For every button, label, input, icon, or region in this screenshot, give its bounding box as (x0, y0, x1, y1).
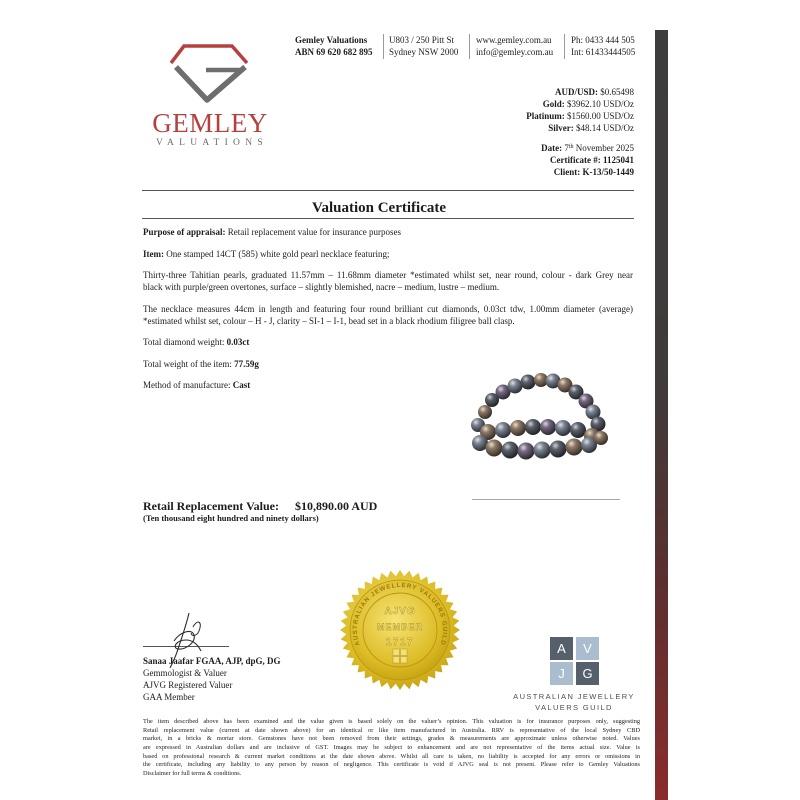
client-label: Client: (553, 167, 581, 177)
disclaimer-line: are expressed in Australian dollars and are inclusive of GST. Images may be subject to enhancement and are not representative of the items actual size. Value is (143, 743, 640, 751)
company-address (389, 34, 458, 58)
pearl (495, 422, 511, 438)
necklace-description (143, 303, 633, 327)
ajvg-logo-line-2: VALUERS GUILD (535, 703, 613, 712)
company-name: Gemley Valuations (295, 35, 368, 45)
pearl (521, 375, 536, 390)
pearl (566, 439, 583, 456)
pearl (525, 419, 541, 435)
photo-underline (472, 499, 620, 500)
item-value: One stamped 14CT (585) white gold pearl necklace featuring; (166, 249, 390, 259)
page-title: Valuation Certificate (312, 200, 447, 216)
retail-value-amount: $10,890.00 AUD (294, 499, 378, 513)
company-info (295, 34, 373, 58)
retail-value-words: (Ten thousand eight hundred and ninety dollars) (143, 513, 319, 523)
phone: Ph: 0433 444 505 (571, 35, 635, 45)
rate-label: AUD/USD: (554, 87, 598, 97)
company-abn: ABN 69 620 682 895 (295, 47, 373, 57)
paragraph-line: *estimated whilst set, colour – H - J, clarity – SI-1 – I-1, bead set in a black rhodium filigree ball clasp. (143, 316, 515, 326)
email: info@gemley.com.au (476, 47, 554, 57)
seal-ring-text: AUSTRALIAN JEWELLERY VALUERS GUILD (351, 581, 449, 647)
ajvg-logo-a: A (550, 637, 573, 660)
disclaimer-line: The item described above has been examined and the value given is based solely on the valuer’s opinion. This valuation is for insurance purposes only, suggesting (143, 718, 640, 725)
spec-label: Total weight of the item: (143, 359, 232, 369)
spec-total-weight (143, 358, 633, 370)
retail-value-label: Retail Replacement Value: (143, 499, 279, 513)
item-line (143, 248, 633, 260)
title-rule-bottom (142, 218, 634, 219)
rate-label: Gold: (542, 99, 565, 109)
company-web (476, 34, 553, 58)
pearl (508, 379, 523, 394)
date-label: Date: (541, 143, 563, 153)
phone-international: Int: 61433444505 (571, 47, 636, 57)
disclaimer-line: the certificate, including any liability to any person by reason of negligence. This certificate is void if AJVG seal is not present. Please refer to Gemley Valuations (143, 761, 640, 769)
pearls-description (143, 269, 633, 293)
spec-value: 0.03ct (226, 337, 250, 347)
purpose-value: Retail replacement value for insurance purposes (227, 227, 401, 237)
rate-value: $48.14 USD/Oz (576, 123, 634, 133)
rate-value: $3962.10 USD/Oz (567, 99, 634, 109)
spec-diamond-weight (143, 336, 633, 348)
seal-middle-text: MEMBER (377, 622, 423, 632)
date-day: 7 (564, 143, 569, 153)
spec-value: Cast (232, 380, 251, 390)
rate-row (526, 122, 634, 134)
header-divider (469, 34, 470, 59)
pearl (594, 431, 608, 445)
pearl (478, 405, 492, 419)
header-divider (564, 34, 565, 59)
ajvg-logo-j: J (550, 662, 573, 685)
pearl (534, 442, 551, 459)
website: www.gemley.com.au (476, 35, 552, 45)
rate-label: Platinum: (526, 111, 565, 121)
pearl (502, 442, 519, 459)
signature (140, 605, 240, 675)
disclaimer-line: Retail replacement value (current at date shown above) for an identical or like item manufactured in Australia. RRV is representative of the local Sydney CBD (143, 726, 640, 734)
client-number: K-13/50-1449 (582, 167, 634, 177)
paragraph-line: Thirty-three Tahitian pearls, graduated 11.57mm – 11.68mm diameter *estimated whilst set, near round, colour - dark Grey near (143, 270, 633, 280)
title-rule-top (142, 190, 634, 191)
purpose-line (143, 226, 633, 238)
spec-value: 77.59g (234, 359, 259, 369)
rate-row (526, 86, 634, 98)
diamond-icon (165, 40, 255, 108)
address-line-2: Sydney NSW 2000 (389, 47, 459, 57)
rate-value: $1560.00 USD/Oz (567, 111, 634, 121)
date-rest: November 2025 (575, 143, 634, 153)
disclaimer (143, 718, 640, 779)
valuer-name: Sanaa Jaafar FGAA, AJP, dpG, DG (143, 656, 281, 666)
disclaimer-line: based on professional research & current market conditions at the date shown above. Whilst all care is taken, no liability is accepted for any errors or omissions in (143, 752, 640, 760)
rate-row (526, 110, 634, 122)
header-divider (383, 34, 384, 59)
ajvg-logo-v: V (576, 637, 599, 660)
disclaimer-line: market, in a bricks & mortar store. Gemstones have not been removed from their settings, grades & measurements are approximate unless otherwise noted. Values (143, 735, 640, 743)
company-phone (571, 34, 635, 58)
valuer-membership: GAA Member (143, 692, 195, 702)
spec-label: Method of manufacture: (143, 380, 231, 390)
paragraph-line: The necklace measures 44cm in length and featuring four round brilliant cut diamonds, 0.03ct tdw, 1.00mm diameter (average) (143, 304, 633, 314)
logo-tagline: VALUATIONS (156, 138, 268, 148)
valuer-registration: AJVG Registered Valuer (143, 680, 233, 690)
ajvg-member-seal (335, 565, 465, 695)
rate-row (526, 98, 634, 110)
certificate-number: 1125041 (602, 155, 634, 165)
seal-number-text: 1717 (385, 637, 415, 648)
valuer-role: Gemmologist & Valuer (143, 668, 227, 678)
pearl (570, 422, 586, 438)
spec-label: Total diamond weight: (143, 337, 225, 347)
client-row (541, 166, 634, 178)
purpose-label: Purpose of appraisal: (143, 227, 226, 237)
pearl (510, 420, 526, 436)
paragraph-line: black with purple/green overtones, surface – slightly blemished, nacre – medium, lustre – medium. (143, 282, 500, 292)
item-label: Item: (143, 249, 164, 259)
pearl (486, 440, 503, 457)
side-accent-bar (655, 30, 668, 800)
disclaimer-line: Disclaimer for full terms & conditions. (143, 769, 242, 777)
certificate-row (541, 154, 634, 166)
certificate-label: Certificate #: (550, 155, 601, 165)
exchange-rates (526, 86, 634, 134)
pearl-strand (471, 373, 608, 460)
seal-top-text: AJVG (384, 606, 416, 617)
pearl-necklace-photo (465, 370, 610, 470)
ajvg-logo-g: G (576, 662, 599, 685)
rate-value: $0.65498 (600, 87, 634, 97)
date-suffix: th (568, 144, 574, 150)
pearl (518, 443, 535, 460)
retail-value-line (143, 499, 377, 513)
certificate-meta (541, 142, 634, 178)
address-line-1: U803 / 250 Pitt St (389, 35, 455, 45)
pearl (540, 419, 556, 435)
ajvg-logo-line-1: AUSTRALIAN JEWELLERY (513, 692, 635, 701)
logo-wordmark: GEMLEY (152, 108, 268, 138)
date-row (541, 142, 634, 154)
rate-label: Silver: (548, 123, 574, 133)
pearl (550, 441, 567, 458)
pearl (555, 420, 571, 436)
